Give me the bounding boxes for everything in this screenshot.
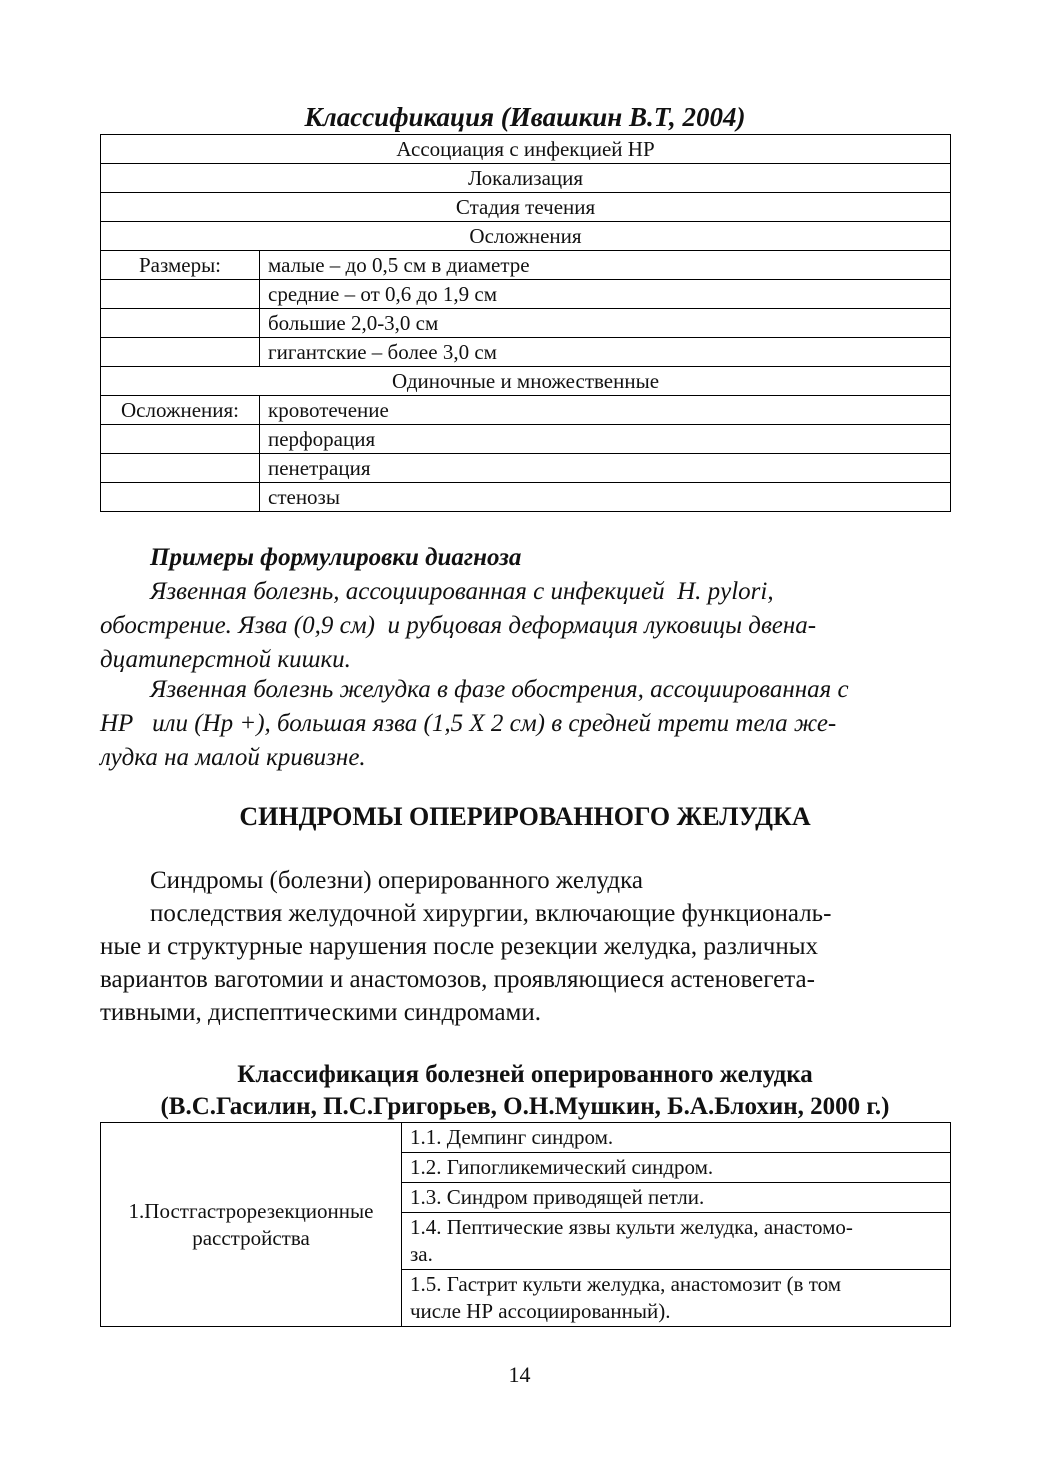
text-line: вариантов ваготомии и анастомозов, проявляющиеся астеновегета- bbox=[100, 966, 815, 993]
table-row-localization: Локализация bbox=[101, 164, 951, 193]
table-row-complications-header: Осложнения bbox=[101, 222, 951, 251]
complication-bleeding: кровотечение bbox=[260, 396, 951, 425]
empty-cell bbox=[101, 483, 260, 512]
text-line: обострение. Язва (0,9 см) и рубцовая деформация луковицы двена- bbox=[100, 612, 817, 639]
table-row-single-multiple: Одиночные и множественные bbox=[101, 367, 951, 396]
table2-title-line: Классификация болезней оперированного желудка bbox=[237, 1061, 813, 1088]
text-line: Синдромы (болезни) оперированного желудка bbox=[150, 867, 643, 894]
text-line: ные и структурные нарушения после резекции желудка, различных bbox=[100, 933, 819, 960]
table-item-afferent-loop: 1.3. Синдром приводящей петли. bbox=[402, 1183, 951, 1213]
empty-cell bbox=[101, 338, 260, 367]
empty-cell bbox=[101, 454, 260, 483]
empty-cell bbox=[101, 280, 260, 309]
example-paragraph-2 bbox=[100, 673, 950, 775]
table-item-peptic-ulcers bbox=[402, 1213, 951, 1270]
text-line: тивными, диспептическими синдромами. bbox=[100, 999, 541, 1026]
category-label: 1.Постгастрорезекционные bbox=[128, 1198, 374, 1223]
page-number: 14 bbox=[508, 1362, 531, 1387]
section-heading: СИНДРОМЫ ОПЕРИРОВАННОГО ЖЕЛУДКА bbox=[239, 802, 811, 831]
complication-stenosis: стенозы bbox=[260, 483, 951, 512]
text-line: числе НР ассоциированный). bbox=[410, 1299, 671, 1323]
empty-cell bbox=[101, 425, 260, 454]
complication-penetration: пенетрация bbox=[260, 454, 951, 483]
examples-heading: Примеры формулировки диагноза bbox=[150, 544, 522, 571]
size-giant: гигантские – более 3,0 см bbox=[260, 338, 951, 367]
table-item-hypoglycemic: 1.2. Гипогликемический синдром. bbox=[402, 1153, 951, 1183]
table-item-dumping: 1.1. Демпинг синдром. bbox=[402, 1123, 951, 1153]
text-line: 1.5. Гастрит культи желудка, анастомозит (в том bbox=[410, 1272, 842, 1296]
table-row-hp-association: Ассоциация с инфекцией НР bbox=[101, 135, 951, 164]
size-medium: средние – от 0,6 до 1,9 см bbox=[260, 280, 951, 309]
size-small: малые – до 0,5 см в диаметре bbox=[260, 251, 951, 280]
table-item-gastritis bbox=[402, 1270, 951, 1327]
table2-title bbox=[100, 1059, 950, 1123]
example-paragraph-1 bbox=[100, 575, 950, 677]
text-line: 1.4. Пептические язвы культи желудка, анастомо- bbox=[410, 1215, 853, 1239]
complications-label: Осложнения: bbox=[101, 396, 260, 425]
category-label: расстройства bbox=[192, 1225, 310, 1250]
category-cell bbox=[101, 1123, 402, 1327]
table2-title-authors: (В.С.Гасилин, П.С.Григорьев, О.Н.Мушкин, Б.А.Блохин, 2000 г.) bbox=[160, 1093, 890, 1120]
text-line: Язвенная болезнь желудка в фазе обострения, ассоциированная с bbox=[150, 676, 849, 703]
text-line: НР или (Нр +), большая язва (1,5 Х 2 см) в средней трети тела же- bbox=[100, 710, 837, 737]
text-line: дцатиперстной кишки. bbox=[100, 646, 351, 673]
operated-stomach-table bbox=[100, 1122, 951, 1327]
table1-title: Классификация (Ивашкин В.Т, 2004) bbox=[304, 102, 746, 132]
sizes-label: Размеры: bbox=[101, 251, 260, 280]
text-line: за. bbox=[410, 1242, 433, 1266]
section-paragraph bbox=[100, 864, 950, 1029]
text-line: последствия желудочной хирургии, включающие функциональ- bbox=[150, 900, 832, 927]
classification-table bbox=[100, 134, 951, 512]
empty-cell bbox=[101, 309, 260, 338]
size-large: большие 2,0-3,0 см bbox=[260, 309, 951, 338]
text-line: Язвенная болезнь, ассоциированная с инфекцией H. pylori, bbox=[150, 578, 774, 605]
table-row-stage: Стадия течения bbox=[101, 193, 951, 222]
text-line: лудка на малой кривизне. bbox=[100, 744, 366, 771]
complication-perforation: перфорация bbox=[260, 425, 951, 454]
